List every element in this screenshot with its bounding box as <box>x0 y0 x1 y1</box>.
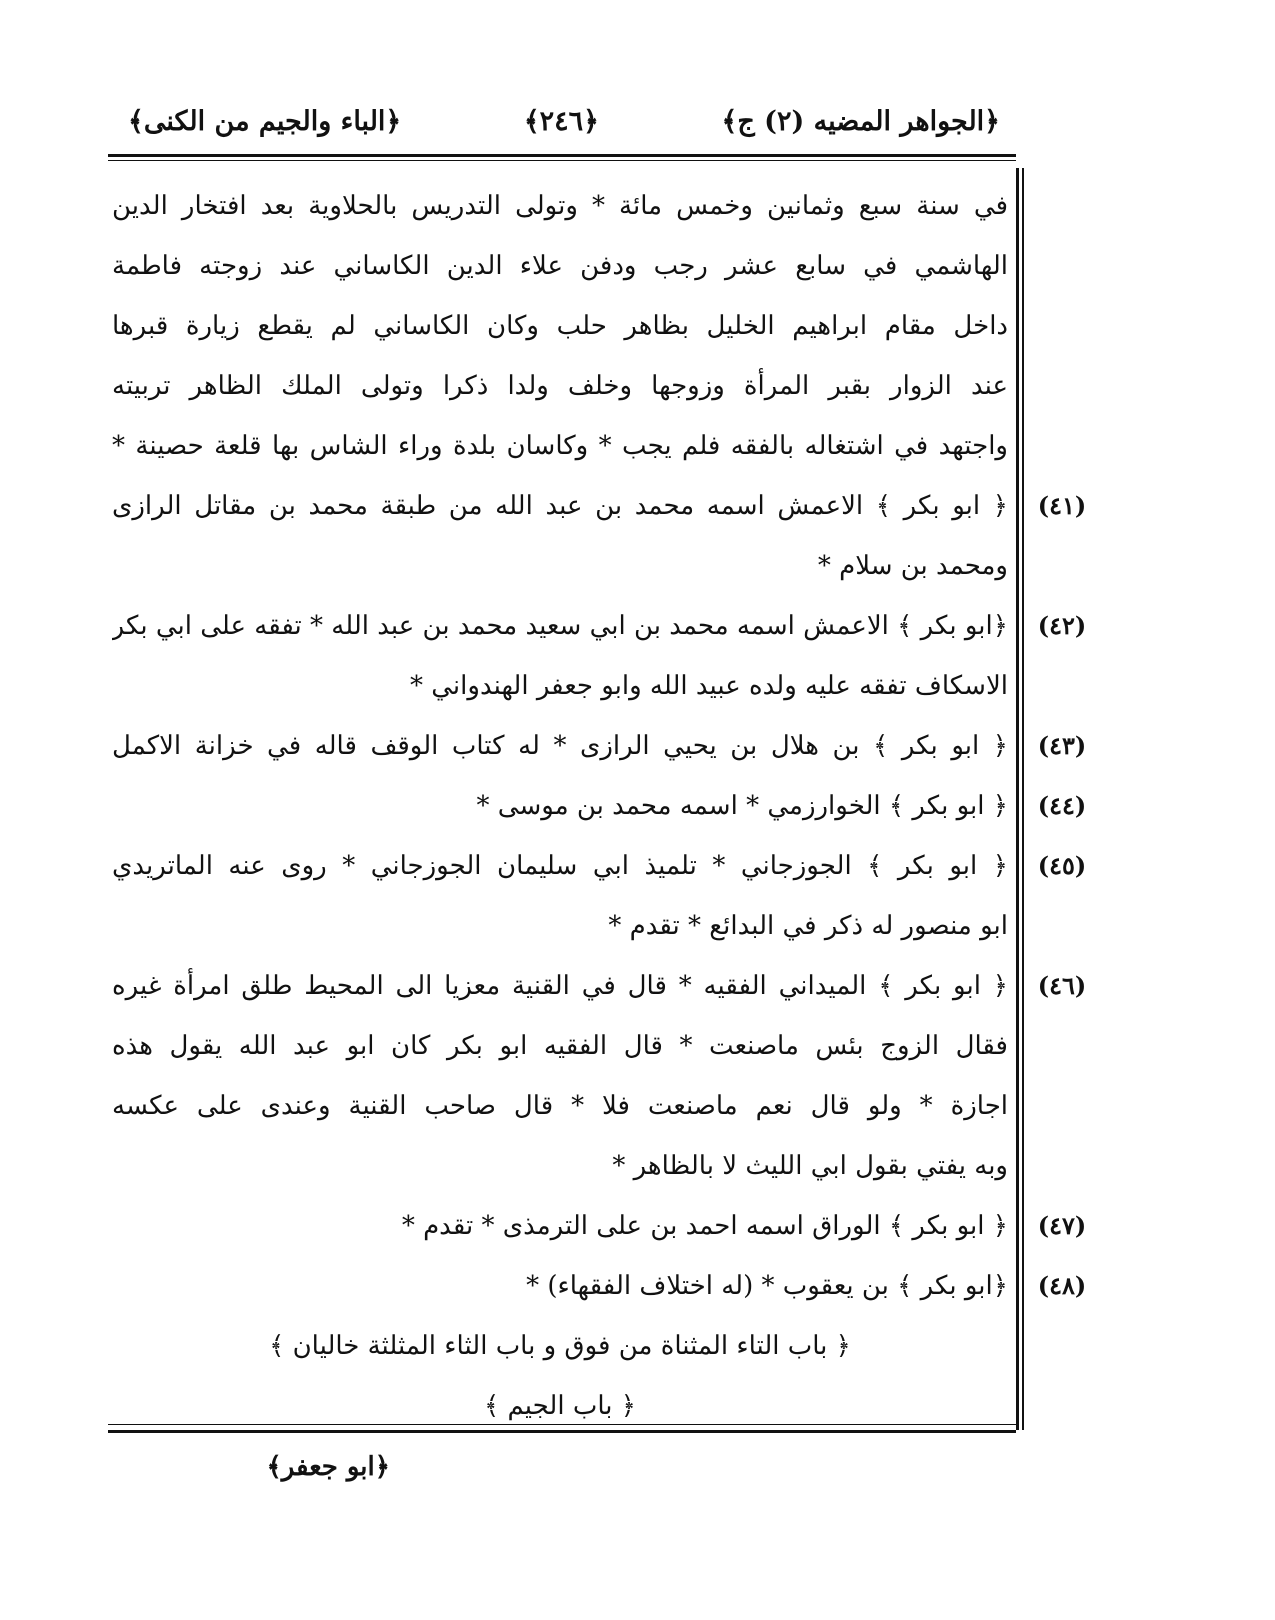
header-page-number: ﴿٢٤٦﴾ <box>523 105 599 137</box>
entry-42-line-2: الاسكاف تفقه عليه ولده عبيد الله وابو جعفر الهندواني * <box>410 671 1008 701</box>
text-line-2: الهاشمي في سابع عشر رجب ودفن علاء الدين الكاساني عند زوجته فاطمة <box>112 251 1008 281</box>
entry-number-43: (٤٣) <box>1037 731 1087 760</box>
entry-46-line-4: وبه يفتي بقول ابي الليث لا بالظاهر * <box>612 1151 1008 1181</box>
entry-number-41: (٤١) <box>1037 491 1087 520</box>
entry-number-42: (٤٢) <box>1037 611 1087 640</box>
entry-number-46: (٤٦) <box>1037 971 1087 1000</box>
main-text <box>112 176 1008 1436</box>
footer-rule-bottom <box>108 1430 1016 1433</box>
entry-number-44: (٤٤) <box>1037 791 1087 820</box>
entry-46-line-1: ﴿ ابو بكر ﴾ الميداني الفقيه * قال في القنية معزيا الى المحيط طلق امرأة غيره <box>112 971 1008 1001</box>
margin-frame-inner <box>1016 168 1019 1430</box>
footer-catchword: ﴿ابو جعفر﴾ <box>266 1452 390 1482</box>
text-line-5: واجتهد في اشتغاله بالفقه فلم يجب * وكاسان بلدة وراء الشاس بها قلعة حصينة * <box>112 431 1008 461</box>
entry-46-line-3: اجازة * ولو قال نعم ماصنعت فلا * قال صاحب القنية وعندى على عكسه <box>112 1091 1008 1121</box>
entry-44-line-1: ﴿ ابو بكر ﴾ الخوارزمي * اسمه محمد بن موسى * <box>476 791 1008 821</box>
entry-number-45: (٤٥) <box>1037 851 1087 880</box>
entry-48-line-1: ﴿ابو بكر ﴾ بن يعقوب * (له اختلاف الفقهاء) * <box>526 1271 1008 1301</box>
entry-42-line-1: ﴿ابو بكر ﴾ الاعمش اسمه محمد بن ابي سعيد محمد بن عبد الله * تفقه على ابي بكر <box>112 611 1008 641</box>
footer-rule-top <box>108 1424 1016 1425</box>
header-book-title: ﴿الجواهر المضيه (٢) ج﴾ <box>721 105 1000 137</box>
entry-45-line-2: ابو منصور له ذكر في البدائع * تقدم * <box>608 911 1008 941</box>
header-section-title: ﴿الباء والجيم من الكنى﴾ <box>128 105 402 137</box>
section-heading-jim: ﴿ باب الجيم ﴾ <box>484 1391 636 1421</box>
entry-45-line-1: ﴿ ابو بكر ﴾ الجوزجاني * تلميذ ابي سليمان الجوزجاني * روى عنه الماتريدي <box>112 851 1008 881</box>
header-rule-top <box>108 154 1016 157</box>
text-line-3: داخل مقام ابراهيم الخليل بظاهر حلب وكان الكاساني لم يقطع زيارة قبرها <box>112 311 1008 341</box>
text-line-4: عند الزوار بقبر المرأة وزوجها وخلف ولدا ذكرا وتولى الملك الظاهر تربيته <box>112 371 1008 401</box>
entry-41-line-1: ﴿ ابو بكر ﴾ الاعمش اسمه محمد بن عبد الله من طبقة محمد بن مقاتل الرازى <box>112 491 1008 521</box>
entry-41-line-2: ومحمد بن سلام * <box>817 551 1008 581</box>
text-line-1: في سنة سبع وثمانين وخمس مائة * وتولى التدريس بالحلاوية بعد افتخار الدين <box>112 191 1008 221</box>
margin-frame-outer <box>1022 168 1024 1430</box>
entry-number-47: (٤٧) <box>1037 1211 1087 1240</box>
entry-47-line-1: ﴿ ابو بكر ﴾ الوراق اسمه احمد بن على الترمذى * تقدم * <box>401 1211 1008 1241</box>
entry-43-line-1: ﴿ ابو بكر ﴾ بن هلال بن يحيي الرازى * له كتاب الوقف قاله في خزانة الاكمل <box>112 731 1008 761</box>
section-heading-ta-tha: ﴿ باب التاء المثناة من فوق و باب الثاء المثلثة خاليان ﴾ <box>269 1331 851 1361</box>
entry-46-line-2: فقال الزوج بئس ماصنعت * قال الفقيه ابو بكر كان ابو عبد الله يقول هذه <box>112 1031 1008 1061</box>
running-header <box>128 92 1000 150</box>
header-rule-bottom <box>108 160 1016 161</box>
entry-number-48: (٤٨) <box>1037 1271 1087 1300</box>
